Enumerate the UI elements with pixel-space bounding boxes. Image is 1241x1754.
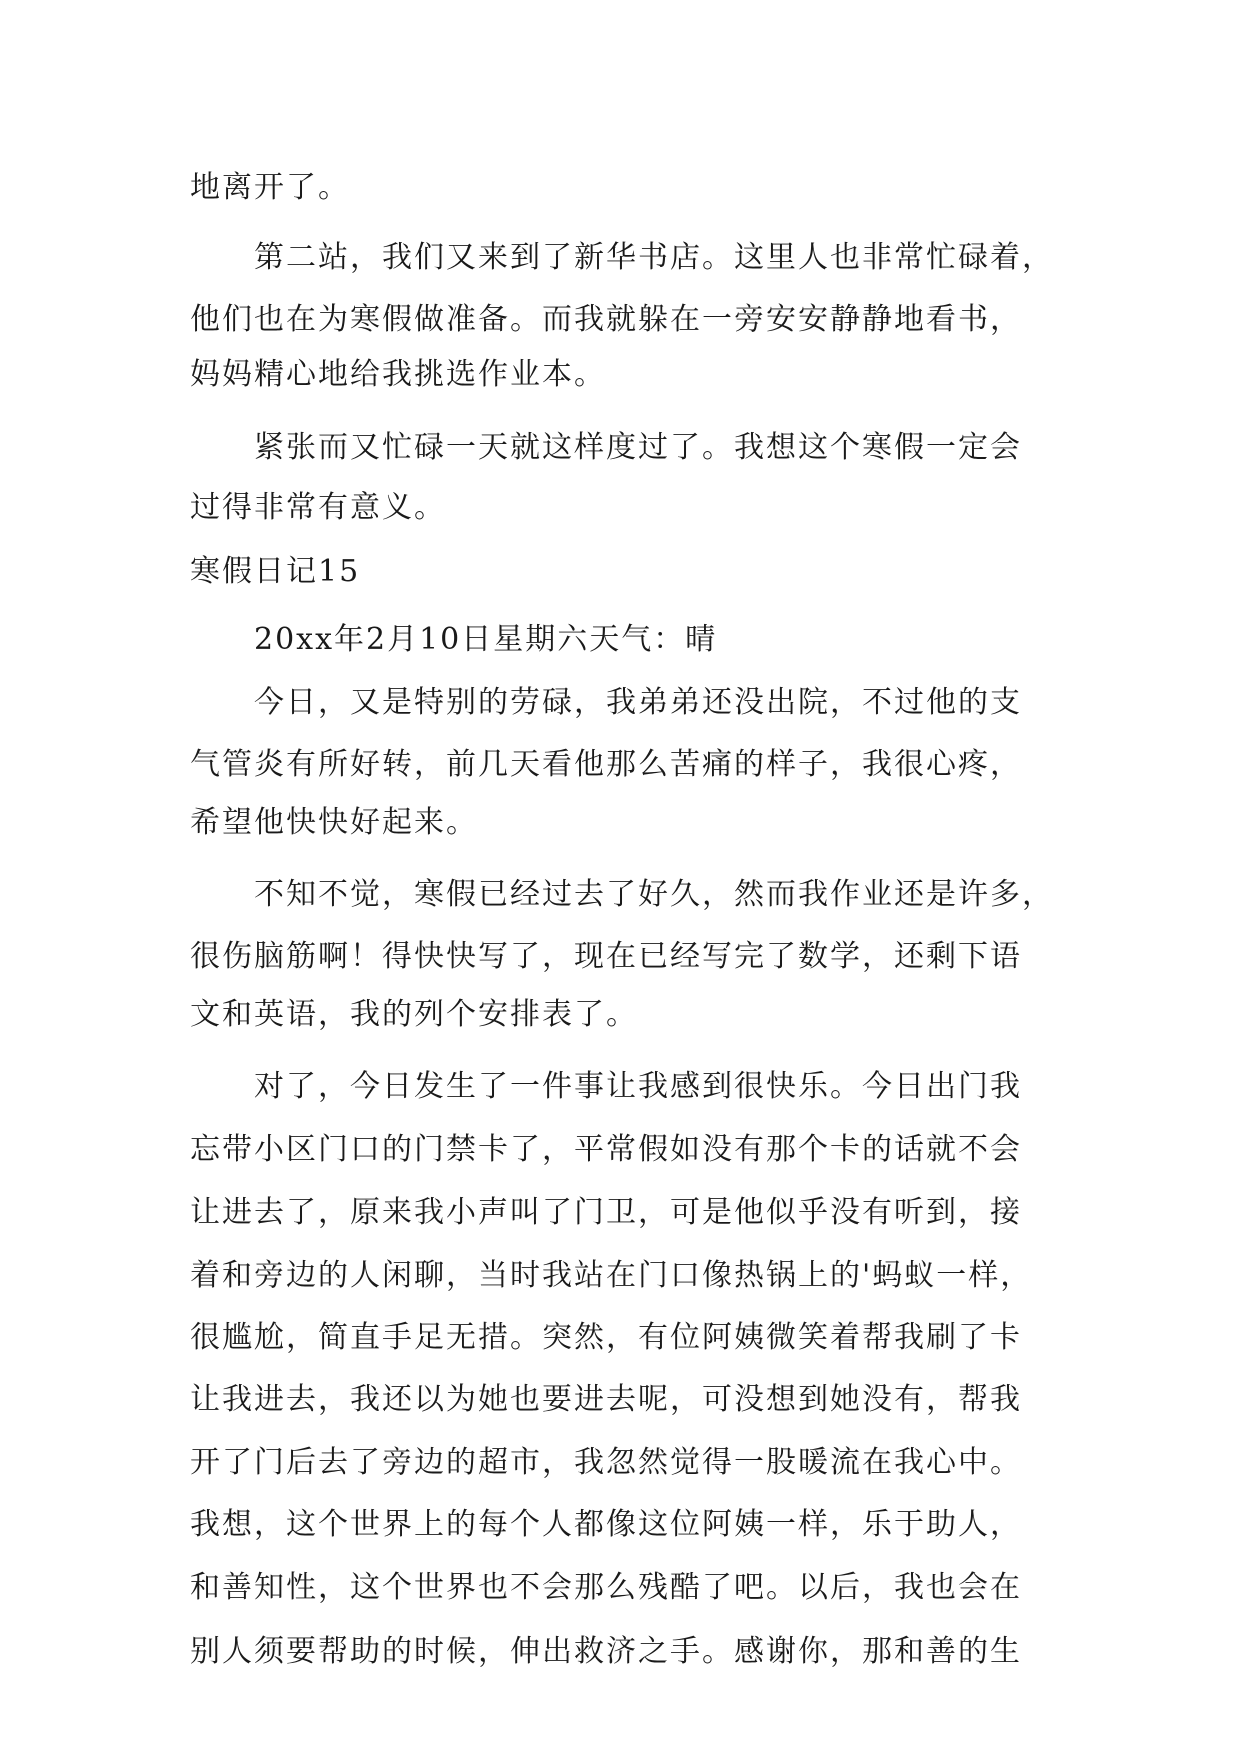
paragraph-start-line: 今日，又是特别的劳碌，我弟弟还没出院，不过他的支 — [254, 685, 1022, 720]
text-line: 很尴尬，简直手足无措。突然，有位阿姨微笑着帮我刷了卡 — [190, 1320, 1022, 1355]
text-line: 地离开了。 — [190, 170, 350, 205]
text-line: 着和旁边的人闲聊，当时我站在门口像热锅上的'蚂蚁一样， — [190, 1258, 1033, 1293]
text-line: 开了门后去了旁边的超市，我忽然觉得一股暖流在我心中。 — [190, 1445, 1022, 1480]
text-line: 让我进去，我还以为她也要进去呢，可没想到她没有，帮我 — [190, 1382, 1022, 1417]
section-heading: 寒假日记15 — [190, 554, 361, 589]
text-line: 气管炎有所好转，前几天看他那么苦痛的样子，我很心疼， — [190, 747, 1022, 782]
text-line: 别人须要帮助的时候，伸出救济之手。感谢你，那和善的生 — [190, 1634, 1022, 1669]
text-line: 希望他快快好起来。 — [190, 805, 478, 840]
text-line: 他们也在为寒假做准备。而我就躲在一旁安安静静地看书， — [190, 302, 1022, 337]
text-line: 很伤脑筋啊！得快快写了，现在已经写完了数学，还剩下语 — [190, 939, 1022, 974]
paragraph-start-line: 紧张而又忙碌一天就这样度过了。我想这个寒假一定会 — [254, 430, 1022, 465]
text-line: 过得非常有意义。 — [190, 490, 446, 525]
text-line: 忘带小区门口的门禁卡了，平常假如没有那个卡的话就不会 — [190, 1132, 1022, 1167]
paragraph-start-line: 不知不觉，寒假已经过去了好久，然而我作业还是许多， — [254, 877, 1054, 912]
text-line: 和善知性，这个世界也不会那么残酷了吧。以后，我也会在 — [190, 1570, 1022, 1605]
text-line: 文和英语，我的列个安排表了。 — [190, 997, 638, 1032]
text-line: 我想，这个世界上的每个人都像这位阿姨一样，乐于助人， — [190, 1507, 1022, 1542]
date-weather-line: 20xx年2月10日星期六天气：晴 — [254, 622, 718, 657]
paragraph-start-line: 对了，今日发生了一件事让我感到很快乐。今日出门我 — [254, 1069, 1022, 1104]
text-line: 让进去了，原来我小声叫了门卫，可是他似乎没有听到，接 — [190, 1195, 1022, 1230]
text-line: 妈妈精心地给我挑选作业本。 — [190, 357, 606, 392]
paragraph-start-line: 第二站，我们又来到了新华书店。这里人也非常忙碌着， — [254, 240, 1054, 275]
